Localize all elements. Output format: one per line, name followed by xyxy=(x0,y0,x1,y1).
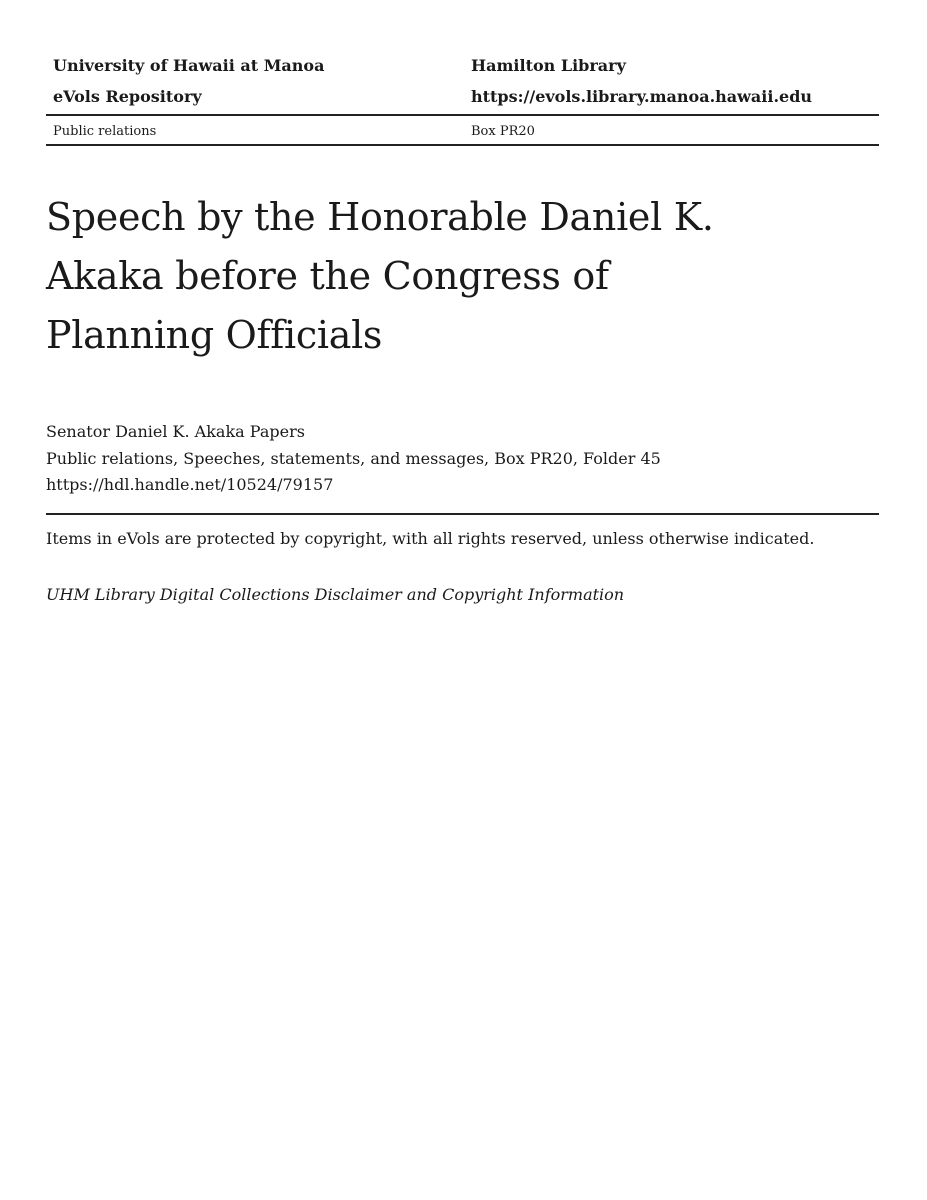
collection-info xyxy=(46,419,879,499)
header-row-1 xyxy=(46,52,879,83)
repository-name: eVols Repository xyxy=(53,87,202,106)
rights-statement: Items in eVols are protected by copyright, with all rights reserved, unless otherwise indicated. xyxy=(46,529,815,548)
series-label: Public relations xyxy=(53,124,157,139)
content-divider xyxy=(46,513,879,515)
disclaimer-link[interactable]: UHM Library Digital Collections Disclaimer and Copyright Information xyxy=(46,585,625,604)
folder-location: Public relations, Speeches, statements, and messages, Box PR20, Folder 45 xyxy=(46,448,661,468)
handle-link[interactable]: https://hdl.handle.net/10524/79157 xyxy=(46,475,334,494)
institution-name: University of Hawaii at Manoa xyxy=(53,56,325,75)
document-title xyxy=(46,188,746,365)
header-divider-bottom xyxy=(46,144,879,146)
header-row-2 xyxy=(46,83,879,114)
title-line: Planning Officials xyxy=(46,313,383,357)
repository-url-link[interactable]: https://evols.library.manoa.hawaii.edu xyxy=(471,87,813,106)
box-label: Box PR20 xyxy=(471,124,535,139)
collection-name: Senator Daniel K. Akaka Papers xyxy=(46,422,305,441)
cover-header xyxy=(46,52,879,146)
title-line: Akaka before the Congress of xyxy=(46,254,609,298)
library-name: Hamilton Library xyxy=(471,56,626,75)
header-row-3 xyxy=(46,116,879,144)
title-line: Speech by the Honorable Daniel K. xyxy=(46,195,714,239)
